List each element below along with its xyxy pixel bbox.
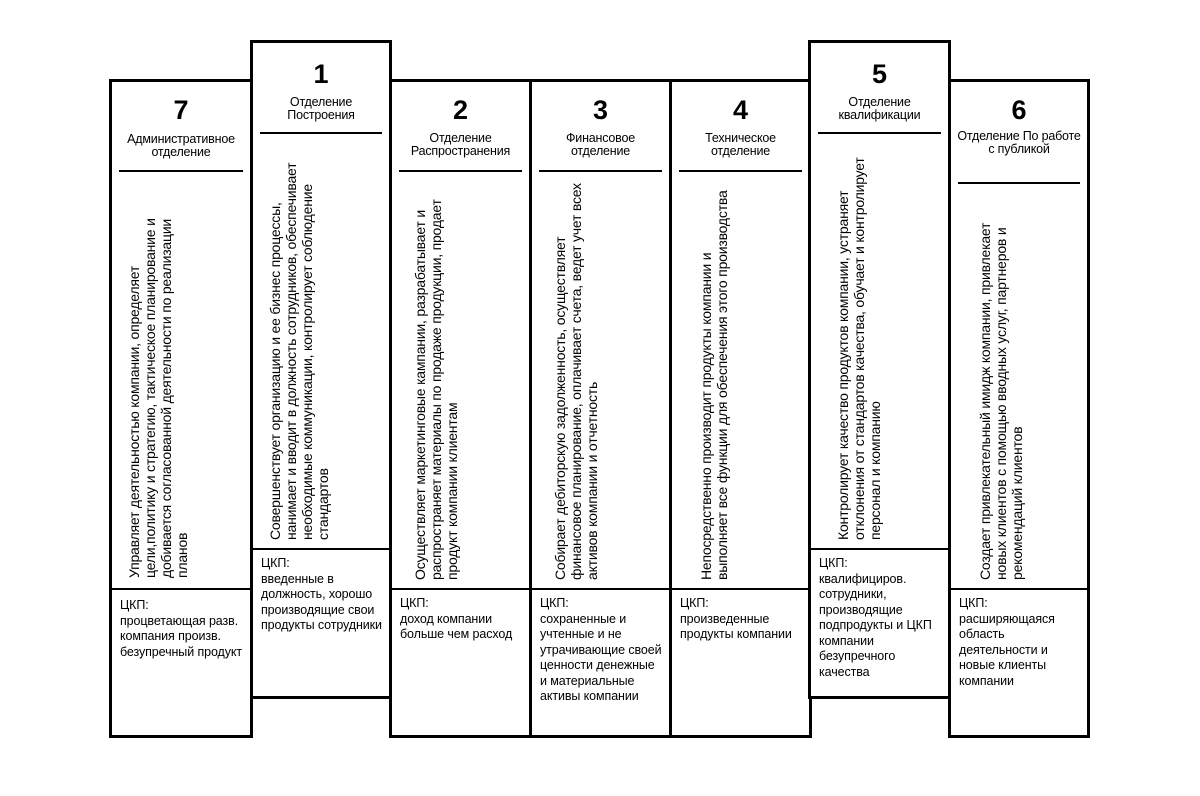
kpi-text: квалифициров. сотрудники, производящие подпродукты и ЦКП компании безупречного качества [819,571,932,679]
division-column [669,79,812,738]
kpi-text: доход компании больше чем расход [400,611,513,641]
kpi-block [540,596,663,705]
kpi-label: ЦКП: [959,596,988,610]
kpi-block [261,556,383,634]
description-area [412,182,530,580]
division-column [389,79,532,738]
division-title: Финансовое отделение [566,131,635,158]
division-number: 5 [871,59,888,89]
description-area [835,145,947,540]
kpi-divider [672,588,809,590]
kpi-divider [253,548,389,550]
kpi-block [400,596,523,643]
kpi-label: ЦКП: [400,596,429,610]
division-description: Непосредственно производит продукты компании и выполняет все функции для обеспечения этого производства [698,190,730,580]
title-underline [399,170,522,172]
division-title: Отделение Построения [287,95,355,122]
kpi-text: введенные в должность, хорошо производящие свои продукты сотрудники [261,571,382,632]
description-area [977,192,1087,580]
description-area [267,145,387,540]
title-underline [818,132,941,134]
division-number: 4 [732,95,749,125]
division-column [948,79,1090,738]
division-description: Создает привлекательный имидж компании, привлекает новых клиентов с помощью вводных услуг, партнеров и рекомендаций клиентов [977,222,1025,580]
division-description: Осуществляет маркетинговые кампании, разрабатывает и распространяет материалы по продаже продукции, продает продукт компании клиентам [412,199,460,580]
kpi-block [680,596,803,643]
division-description: Собирает дебиторскую задолженность, осуществляет финансовое планирование, оплачивает счета, ведет учет всех активов компании и отчетность [552,183,600,580]
kpi-text: процветающая разв. компания произв. безупречный продукт [120,613,243,659]
kpi-label: ЦКП: [120,598,149,612]
kpi-block [819,556,942,680]
description-area [552,182,670,580]
kpi-label: ЦКП: [819,556,848,570]
title-underline [679,170,802,172]
kpi-block [959,596,1081,689]
division-number: 7 [173,95,189,125]
kpi-divider [532,588,669,590]
division-title: Административное отделение [127,132,235,159]
kpi-divider [112,588,250,590]
description-area [126,182,250,578]
title-underline [539,170,662,172]
title-underline [260,132,382,134]
kpi-divider [951,588,1087,590]
kpi-divider [811,548,948,550]
division-number: 6 [1011,95,1027,125]
division-description: Управляет деятельностью компании, определяет цели,политику и стратегию, тактическое планирование и добивается согласованной деятельности по реализации планов [126,218,190,578]
division-number: 3 [592,95,609,125]
division-number: 1 [313,59,329,89]
division-title: Отделение По работе с публикой [957,129,1081,156]
kpi-block [120,598,244,660]
division-title: Отделение Распространения [410,131,511,158]
division-title: Техническое отделение [705,131,776,158]
kpi-label: ЦКП: [540,596,569,610]
kpi-divider [392,588,529,590]
title-underline [119,170,243,172]
description-area [698,182,808,580]
kpi-label: ЦКП: [261,556,290,570]
division-column [529,79,672,738]
title-underline [958,182,1080,184]
division-description: Контролирует качество продуктов компании, устраняет отклонения от стандартов качества, обучает и контролирует персонал и компанию [835,157,883,540]
kpi-label: ЦКП: [680,596,709,610]
kpi-text: произведенные продукты компании [680,611,792,641]
division-column [808,40,951,699]
division-number: 2 [452,95,469,125]
division-title: Отделение квалификации [838,95,921,122]
division-column [109,79,253,738]
kpi-text: расширяющаяся область деятельности и новые клиенты компании [959,611,1055,688]
division-column [250,40,392,699]
kpi-text: сохраненные и учтенные и не утрачивающие своей ценности денежные и материальные активы компании [540,611,662,703]
division-description: Совершенствует организацию и ее бизнес процессы, нанимает и вводит в должность сотрудников, обеспечивает необходимые коммуникации, контролирует соблюдение стандартов [267,162,331,540]
